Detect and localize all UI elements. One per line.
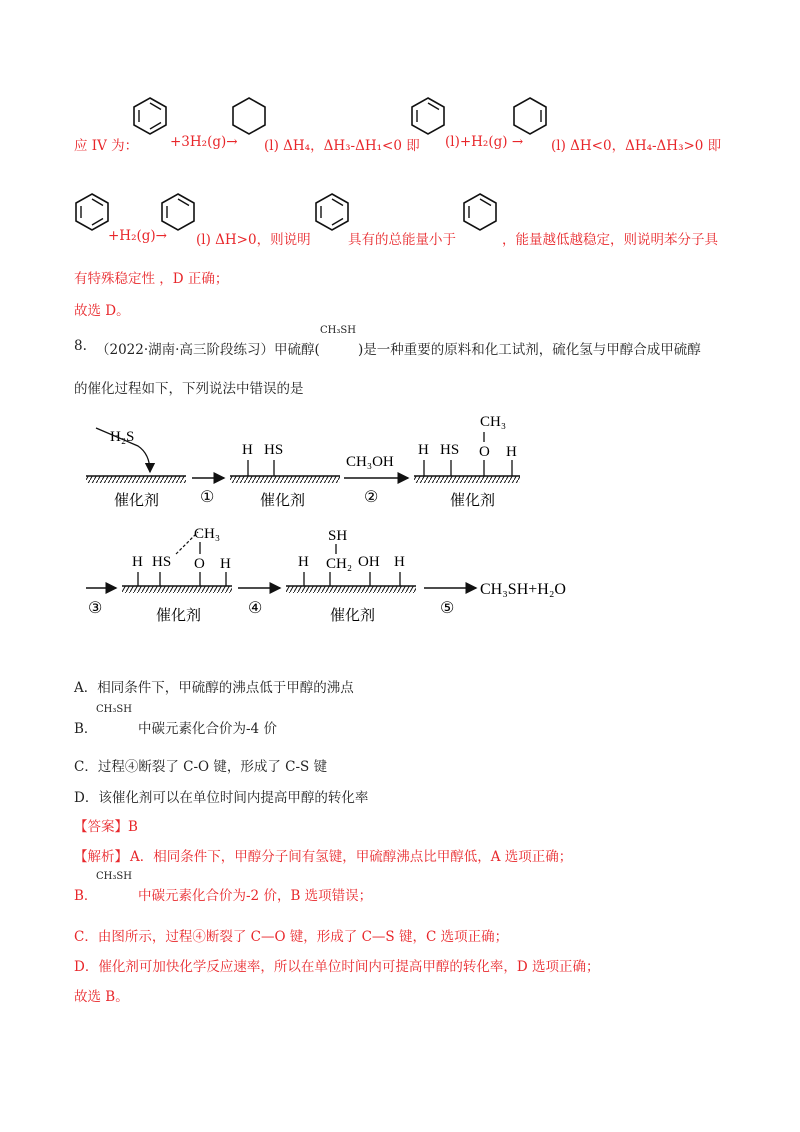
- question-source: （2022·湖南·高三阶段练习）甲硫醇(: [96, 342, 320, 358]
- analysis-b-text: 中碳元素化合价为-2 价，B 选项错误；: [138, 888, 373, 904]
- ch2-label: CH₂: [326, 556, 353, 572]
- answer-label: 【答案】B: [74, 819, 138, 835]
- catalysis-diagram: [78, 410, 598, 630]
- step-3-label: ③: [88, 600, 103, 617]
- analysis-label: 【解析】: [74, 849, 128, 865]
- h2s-label: H₂S: [110, 429, 135, 445]
- step-5-label: ⑤: [440, 600, 455, 617]
- cyclohexane-icon: [231, 96, 267, 136]
- oh-label: OH: [358, 554, 380, 570]
- analysis-c: C．由图所示，过程④断裂了 C—O 键，形成了 C—S 键，C 选项正确；: [74, 929, 509, 945]
- option-b-prefix: B．: [74, 721, 98, 737]
- benzene-icon: [132, 96, 168, 136]
- analysis-d: D．催化剂可加快化学反应速率，所以在单位时间内可提高甲醇的转化率，D 选项正确；: [74, 959, 600, 975]
- catalyst-surface-2: [230, 476, 340, 483]
- catalyst-label-1: 催化剂: [114, 491, 160, 509]
- question-text-line2: 的催化过程如下，下列说法中错误的是: [74, 381, 304, 397]
- option-b-formula: CH₃SH: [96, 704, 132, 715]
- answer-line1-part1: 应 IV 为：: [74, 138, 139, 154]
- question-number: 8.: [74, 338, 87, 354]
- step-1-label: ①: [200, 489, 215, 506]
- h-label: H: [242, 442, 253, 458]
- option-a: A．相同条件下，甲硫醇的沸点低于甲醇的沸点: [74, 680, 354, 696]
- hs-label: HS: [152, 554, 172, 570]
- h-label: H: [418, 442, 429, 458]
- h-label: H: [132, 554, 143, 570]
- analysis-end: 故选 B。: [74, 989, 129, 1005]
- option-d: D．该催化剂可以在单位时间内提高甲醇的转化率: [74, 790, 369, 806]
- catalyst-surface-3: [414, 476, 520, 483]
- answer-line3: 有特殊稳定性 ，D 正确；: [74, 271, 229, 287]
- h-label: H: [506, 444, 517, 460]
- hs-label: HS: [264, 442, 284, 458]
- answer-line2-part2: (l) ΔH>0，则说明: [196, 232, 311, 248]
- analysis-b-prefix: B．: [74, 888, 98, 904]
- cyclohexadiene-icon: [160, 192, 196, 232]
- catalyst-label-4: 催化剂: [156, 606, 202, 624]
- o-label: O: [479, 444, 490, 460]
- answer-line2-part3: 具有的总能量小于: [348, 232, 456, 248]
- catalyst-label-2: 催化剂: [260, 491, 306, 509]
- answer-line1-part3: (l) ΔH₄，ΔH₃-ΔH₁<0 即: [264, 138, 420, 154]
- answer-line2-part1: +H₂(g)→: [108, 228, 167, 244]
- analysis-a: A．相同条件下，甲醇分子间有氢键，甲硫醇沸点比甲醇低，A 选项正确；: [130, 849, 573, 865]
- ch3oh-label: CH₃OH: [346, 454, 394, 470]
- answer-line2-part4: ，能量越低越稳定，则说明苯分子具: [502, 232, 718, 248]
- cyclohexadiene-icon: [462, 192, 498, 232]
- answer-line1-part4: (l)+H₂(g) →: [445, 134, 524, 150]
- benzene-icon: [74, 192, 110, 232]
- h-label: H: [394, 554, 405, 570]
- analysis-b-formula: CH₃SH: [96, 871, 132, 882]
- option-b-text: 中碳元素化合价为-4 价: [138, 721, 277, 737]
- catalyst-surface-5: [286, 586, 416, 593]
- question-formula: CH₃SH: [320, 325, 356, 336]
- catalyst-surface-4: [122, 586, 232, 593]
- step-4-label: ④: [248, 600, 263, 617]
- benzene-icon: [314, 192, 350, 232]
- h-label: H: [298, 554, 309, 570]
- catalyst-label-5: 催化剂: [330, 606, 376, 624]
- cyclohexene-icon: [512, 96, 548, 136]
- answer-line1-part5: (l) ΔH<0，ΔH₄-ΔH₃>0 即: [551, 138, 722, 154]
- h-label: H: [220, 556, 231, 572]
- cyclohexadiene-icon: [410, 96, 446, 136]
- question-text: )是一种重要的原料和化工试剂，硫化氢与甲醇合成甲硫醇: [358, 342, 701, 358]
- catalyst-label-3: 催化剂: [450, 491, 496, 509]
- answer-line4: 故选 D。: [74, 303, 130, 319]
- option-c: C．过程④断裂了 C-O 键，形成了 C-S 键: [74, 759, 328, 775]
- product-label: CH₃SH+H₂O: [480, 581, 566, 598]
- answer-line1-part2: +3H₂(g)→: [170, 134, 238, 150]
- o-label: O: [194, 556, 205, 572]
- sh-label: SH: [328, 528, 348, 544]
- ch3-label: CH₃: [480, 414, 507, 430]
- hs-label: HS: [440, 442, 460, 458]
- step-2-label: ②: [364, 489, 379, 506]
- catalyst-surface-1: [86, 476, 186, 483]
- ch3-label: CH₃: [194, 526, 221, 542]
